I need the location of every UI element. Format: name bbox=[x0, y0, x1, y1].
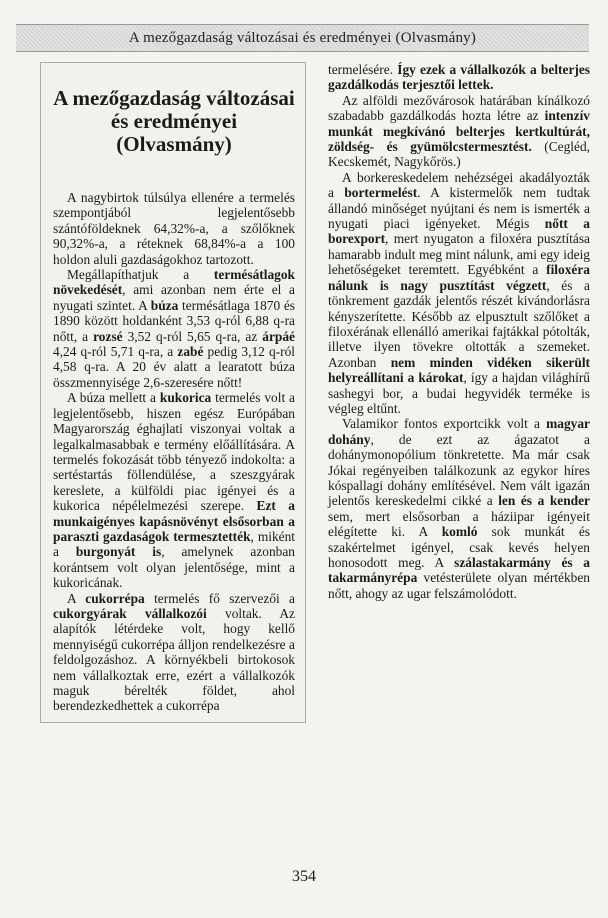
text-run: A nagybirtok túlsúlya ellenére a termelés szempontjából legjelentősebb szántóföldeknek 64,32%-a, a szőlőknek 90,32%-a, a réteknek 68,84%-a a 100 holdon aluli gazdaságokhoz tartozott. bbox=[53, 190, 295, 267]
text-run: termelésére. bbox=[328, 62, 398, 77]
bold-run: nőtt a borexport bbox=[328, 216, 590, 247]
bold-run: termésátlagok növekedését bbox=[53, 267, 295, 298]
text-run: , és a tönkrement gazdák jelentős részét kivándorlásra kényszerítette. Később az elpusztult szőlőket a filoxérának ellenálló amerikai fajtákkal pótolták, illetve ilyen tövekre oltották a szemeket. Azonban bbox=[328, 277, 590, 370]
paragraph-right-1 bbox=[328, 62, 590, 93]
text-run: termelés volt a legjelentősebb, hiszen egész Európában Magyarország éghajlati viszonyai voltak a legalkalmasabbak e termény előállítására. A termelés fokozását több tényező indokolta: a sertéstartás föllendülése, a szeszgyárak kereslete, a külföldi piac igényei és a kukorica népélelmezési szerepe. bbox=[53, 390, 295, 514]
bold-run: cukorrépa bbox=[85, 590, 145, 606]
text-run: termelés fő szervezői a bbox=[144, 590, 296, 606]
title-line-3: (Olvasmány) bbox=[116, 132, 232, 156]
reading-box bbox=[40, 62, 306, 723]
text-run: A búza mellett a bbox=[67, 390, 160, 406]
paragraph-left-1 bbox=[53, 190, 295, 267]
text-run: 4,24 q-ról 5,71 q-ra, a bbox=[53, 344, 178, 360]
text-run: , miként a bbox=[53, 528, 296, 560]
running-header-bar bbox=[16, 24, 589, 52]
bold-run: kukorica bbox=[159, 390, 212, 406]
text-run: . A kistermelők nem tudtak állandó minőséget nyújtani és nem is ismerték a nyugati piaci igényeket. Mégis bbox=[328, 185, 590, 232]
paragraph-left-4 bbox=[53, 591, 295, 714]
text-run: vetésterülete olyan mértékben nőtt, ahogy az ugar felszámolódott. bbox=[328, 570, 590, 601]
right-column bbox=[328, 62, 590, 601]
text-run: Megállapíthatjuk a bbox=[67, 267, 214, 283]
text-run: pedig 3,12 q-ról 4,58 q-ra. A 20 év alatt a learatott búza összmennyisége 2,6-szeresére nőtt! bbox=[53, 344, 295, 390]
bold-run: filoxéra nálunk is nagy pusztítást végzett bbox=[328, 262, 590, 293]
title-line-2: és eredményei bbox=[110, 109, 238, 133]
bold-run: Ezt a munkaigényes kapásnövényt elsősorban a paraszti gazdaságok termesztették bbox=[53, 498, 295, 544]
bold-run: szálastakarmány és a takarmányrépa bbox=[328, 555, 590, 586]
text-run: , ami azonban nem érte el a nyugati szintet. A bbox=[53, 282, 295, 313]
bold-run: intenzív munkát megkívánó belterjes kertkultúrát, zöldség- és gyümölcstermesztést. bbox=[328, 108, 590, 155]
paragraph-right-3 bbox=[328, 170, 590, 417]
paragraph-right-4 bbox=[328, 416, 590, 601]
bold-run: magyar dohány bbox=[328, 416, 590, 447]
text-run: Valamikor fontos exportcikk volt a bbox=[342, 416, 547, 432]
running-header-title: A mezőgazdaság változásai és eredményei (Olvasmány) bbox=[128, 30, 477, 46]
text-run: , de ezt az ágazatot a dohánymonopólium tönkretette. Ma már csak Jókai regényeiben találkozunk az egykor híres kóspallagi dohány említésével. Nem vált igazán jelentős kereskedelmi cikké a bbox=[328, 431, 590, 509]
bold-run: nem minden vidéken sikerült helyreállítani a károkat bbox=[328, 354, 590, 386]
bold-run: komló bbox=[441, 524, 478, 540]
text-run: 3,52 q-ról 5,65 q-ra, az bbox=[122, 328, 263, 344]
bold-run: zabé bbox=[177, 344, 204, 360]
text-run: sem, mert elsősorban a háziipar igényeit elégítette ki. A bbox=[328, 508, 590, 540]
text-run: Az alföldi mezővárosok határában kínálkozó szabadabb gazdálkodás hozta létre az bbox=[328, 92, 590, 124]
text-run: , így a hajdan világhírű sashegyi bor, a budai hegyvidék terméke is végleg eltűnt. bbox=[328, 370, 590, 416]
page-number: 354 bbox=[292, 868, 316, 885]
article-title bbox=[53, 87, 295, 156]
title-line-1: A mezőgazdaság változásai bbox=[53, 86, 295, 110]
paragraph-left-2 bbox=[53, 267, 295, 390]
bold-run: rozsé bbox=[93, 328, 123, 344]
text-run: voltak. Az alapítók létérdeke volt, hogy kellő mennyiségű cukorrépa álljon rendelkezésre a feldolgozáshoz. A környékbeli birtokosok nem vállalkoztak erre, ezért a vállalkozók maguk bérelték földet, ahol berendezkedhettek a cukorrépa bbox=[53, 605, 295, 714]
bold-run: Így ezek a vállalkozók a belterjes gazdálkodás terjesztői lettek. bbox=[328, 62, 590, 93]
bold-run: búza bbox=[150, 297, 179, 313]
text-run: A bbox=[67, 590, 86, 606]
bold-run: cukorgyárak vállalkozói bbox=[53, 605, 207, 621]
paragraph-left-3 bbox=[53, 390, 295, 590]
left-column bbox=[40, 62, 306, 723]
text-run: (Cegléd, Kecskemét, Nagykőrös.) bbox=[328, 139, 591, 170]
text-run: termésátlaga 1870 és 1890 között holdanként 3,53 q-ról 6,88 q-ra nőtt, a bbox=[53, 297, 296, 344]
bold-run: bortermelést bbox=[344, 185, 418, 201]
text-run: , amelynek azonban korántsem volt olyan jelentősége, mint a kukoricának. bbox=[53, 544, 295, 591]
text-run: , mert nyugaton a filoxéra pusztítása hamarabb indult meg mint nálunk, ami egy ideig lehetőségeket teremtett. Egyébként a bbox=[328, 231, 590, 278]
bold-run: árpáé bbox=[262, 328, 295, 344]
bold-run: len és a kender bbox=[498, 493, 590, 509]
text-run: sok munkát és szakértelmet igényel, csak kevés helyen honosodott meg. A bbox=[328, 524, 590, 570]
paragraph-right-2 bbox=[328, 93, 590, 170]
text-run: A borkereskedelem nehézségei akadályozták a bbox=[328, 169, 590, 201]
bold-run: burgonyát is bbox=[75, 544, 162, 560]
